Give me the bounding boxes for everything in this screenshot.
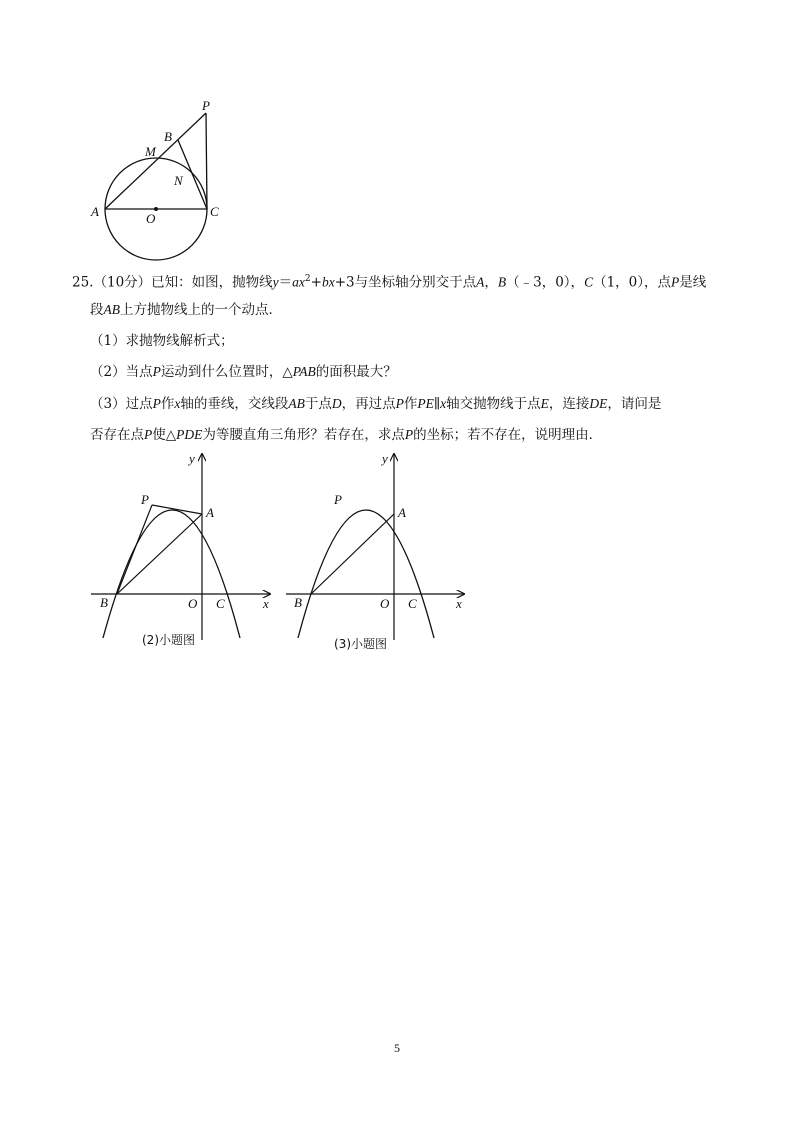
segment-pa: [152, 505, 202, 514]
label-o: O: [188, 596, 198, 611]
segment-ap: [105, 113, 206, 209]
label-a: A: [206, 505, 214, 520]
question-3-cont: 否存在点P使△PDE为等腰直角三角形？若存在，求点P的坐标；若不存在，说明理由．: [90, 427, 603, 443]
question-1: （1）求抛物线解析式；: [90, 333, 234, 349]
label-b: B: [164, 129, 172, 144]
label-x: x: [456, 596, 462, 611]
label-p: P: [141, 492, 149, 507]
label-a: A: [398, 505, 406, 520]
label-m: M: [145, 144, 156, 159]
label-x: x: [263, 596, 269, 611]
label-c: C: [408, 596, 417, 611]
circle-figure: [80, 95, 240, 260]
segment-pc: [206, 113, 207, 209]
label-b: B: [100, 595, 108, 610]
label-a: A: [91, 204, 99, 219]
segment-pb: [117, 505, 152, 594]
figure-2: [85, 448, 280, 658]
caption: (2)小题图: [142, 633, 195, 647]
figure-3: [282, 448, 477, 658]
label-y: y: [382, 451, 388, 466]
caption: (3)小题图: [334, 637, 387, 651]
label-p: P: [334, 492, 342, 507]
label-o: O: [146, 211, 156, 226]
segment-ab: [311, 514, 394, 594]
label-o: O: [380, 596, 390, 611]
problem-line-1: 25.（10分）已知：如图，抛物线$y=ax^2+bx+3$与坐标轴分别交于点A，B（﹣3，0），C（1，0），点P是线: [72, 274, 707, 291]
question-3: （3）过点P作x轴的垂线，交线段AB于点D，再过点P作PE∥x轴交抛物线于点E，连接DE，请问是: [90, 396, 662, 412]
label-c: C: [210, 204, 219, 219]
label-b: B: [294, 595, 302, 610]
label-y: y: [189, 451, 195, 466]
label-c: C: [216, 596, 225, 611]
problem-line-2: 段AB上方抛物线上的一个动点．: [90, 302, 282, 318]
label-p: P: [202, 98, 210, 113]
parabola: [103, 510, 240, 638]
label-n: N: [174, 173, 183, 188]
question-2: （2）当点P运动到什么位置时，△PAB的面积最大？: [90, 364, 397, 380]
segment-ab: [117, 514, 202, 594]
page-number: 5: [394, 1041, 400, 1055]
parabola: [298, 510, 434, 638]
